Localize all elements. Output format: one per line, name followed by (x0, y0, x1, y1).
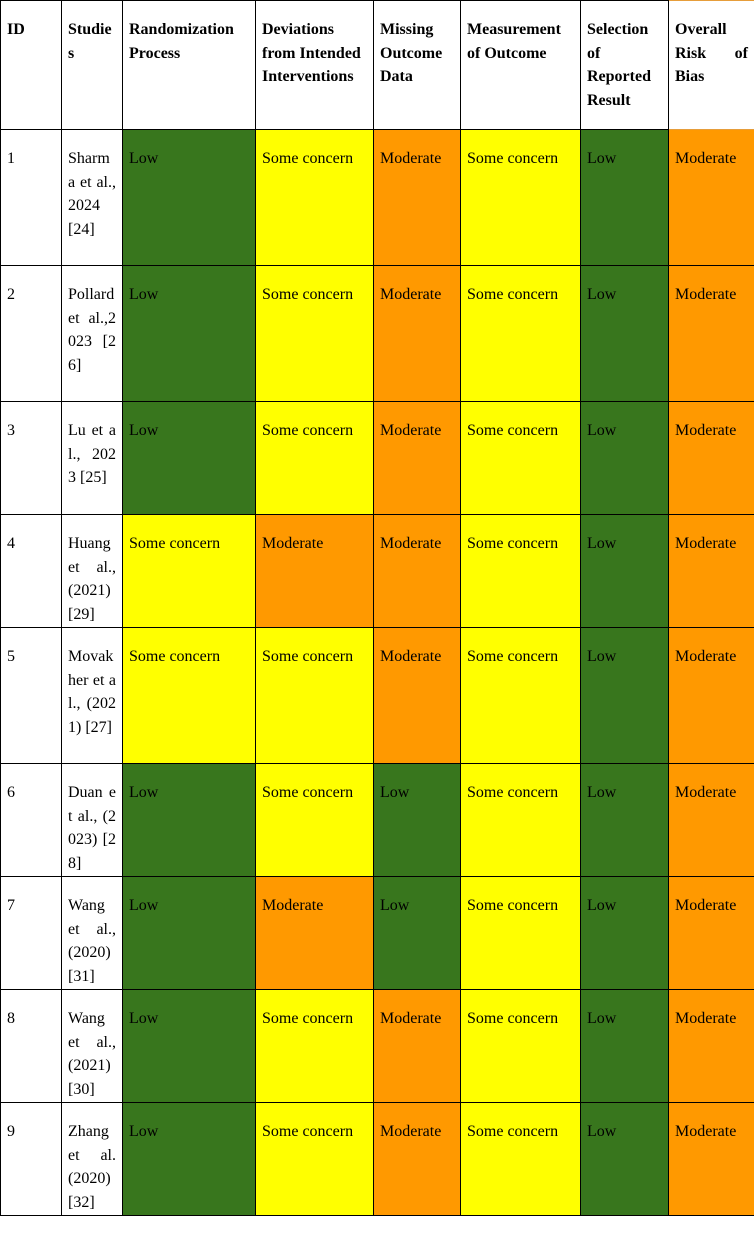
randomization-cell: Low (123, 764, 256, 877)
header-studies: Studies (62, 1, 123, 130)
study-cell: Movakher et al., (2021) [27] (62, 628, 123, 764)
overall-risk-cell: Moderate (669, 877, 754, 990)
id-cell: 3 (1, 402, 62, 515)
deviations-cell: Some concern (256, 764, 374, 877)
table-row (1, 877, 754, 990)
measurement-cell: Some concern (461, 266, 581, 402)
study-cell: Lu et al., 2023 [25] (62, 402, 123, 515)
table-row (1, 130, 754, 266)
header-randomization: Randomization Process (123, 1, 256, 130)
missing-outcome-cell: Moderate (374, 990, 461, 1103)
overall-risk-cell: Moderate (669, 628, 754, 764)
table-row (1, 515, 754, 628)
overall-risk-cell: Moderate (669, 764, 754, 877)
selection-cell: Low (581, 1103, 669, 1216)
selection-cell: Low (581, 877, 669, 990)
study-cell: Zhang et al. (2020) [32] (62, 1103, 123, 1216)
randomization-cell: Low (123, 266, 256, 402)
header-overall-risk: Overall Risk of Bias (669, 1, 754, 130)
deviations-cell: Some concern (256, 628, 374, 764)
measurement-cell: Some concern (461, 130, 581, 266)
measurement-cell: Some concern (461, 515, 581, 628)
missing-outcome-cell: Moderate (374, 266, 461, 402)
header-id: ID (1, 1, 62, 130)
measurement-cell: Some concern (461, 764, 581, 877)
randomization-cell: Low (123, 990, 256, 1103)
study-cell: Wang et al., (2020) [31] (62, 877, 123, 990)
selection-cell: Low (581, 402, 669, 515)
overall-risk-cell: Moderate (669, 990, 754, 1103)
missing-outcome-cell: Moderate (374, 628, 461, 764)
table-row (1, 764, 754, 877)
id-cell: 1 (1, 130, 62, 266)
missing-outcome-cell: Moderate (374, 402, 461, 515)
randomization-cell: Low (123, 877, 256, 990)
study-cell: Wang et al., (2021) [30] (62, 990, 123, 1103)
randomization-cell: Low (123, 130, 256, 266)
table-row (1, 402, 754, 515)
study-cell: Huang et al., (2021) [29] (62, 515, 123, 628)
table-row (1, 1103, 754, 1216)
deviations-cell: Some concern (256, 1103, 374, 1216)
randomization-cell: Some concern (123, 628, 256, 764)
deviations-cell: Some concern (256, 130, 374, 266)
header-measurement: Measurement of Outcome (461, 1, 581, 130)
header-deviations: Deviations from Intended Interventions (256, 1, 374, 130)
id-cell: 8 (1, 990, 62, 1103)
id-cell: 4 (1, 515, 62, 628)
selection-cell: Low (581, 628, 669, 764)
study-cell: Sharma et al., 2024 [24] (62, 130, 123, 266)
deviations-cell: Some concern (256, 990, 374, 1103)
table-row (1, 990, 754, 1103)
table-row (1, 628, 754, 764)
deviations-cell: Moderate (256, 515, 374, 628)
measurement-cell: Some concern (461, 990, 581, 1103)
deviations-cell: Moderate (256, 877, 374, 990)
overall-risk-cell: Moderate (669, 515, 754, 628)
randomization-cell: Some concern (123, 515, 256, 628)
overall-risk-cell: Moderate (669, 130, 754, 266)
header-selection: Selection of Reported Result (581, 1, 669, 130)
measurement-cell: Some concern (461, 877, 581, 990)
header-missing-outcome: Missing Outcome Data (374, 1, 461, 130)
id-cell: 5 (1, 628, 62, 764)
study-cell: Duan et al., (2023) [28] (62, 764, 123, 877)
missing-outcome-cell: Low (374, 877, 461, 990)
measurement-cell: Some concern (461, 402, 581, 515)
study-cell: Pollard et al.,2023 [26] (62, 266, 123, 402)
overall-risk-cell: Moderate (669, 1103, 754, 1216)
randomization-cell: Low (123, 1103, 256, 1216)
measurement-cell: Some concern (461, 1103, 581, 1216)
missing-outcome-cell: Moderate (374, 130, 461, 266)
missing-outcome-cell: Moderate (374, 515, 461, 628)
overall-risk-cell: Moderate (669, 402, 754, 515)
missing-outcome-cell: Moderate (374, 1103, 461, 1216)
selection-cell: Low (581, 990, 669, 1103)
selection-cell: Low (581, 764, 669, 877)
header-row (1, 1, 754, 130)
id-cell: 6 (1, 764, 62, 877)
table-row (1, 266, 754, 402)
id-cell: 2 (1, 266, 62, 402)
missing-outcome-cell: Low (374, 764, 461, 877)
randomization-cell: Low (123, 402, 256, 515)
deviations-cell: Some concern (256, 402, 374, 515)
selection-cell: Low (581, 515, 669, 628)
measurement-cell: Some concern (461, 628, 581, 764)
selection-cell: Low (581, 266, 669, 402)
id-cell: 7 (1, 877, 62, 990)
overall-risk-cell: Moderate (669, 266, 754, 402)
selection-cell: Low (581, 130, 669, 266)
deviations-cell: Some concern (256, 266, 374, 402)
id-cell: 9 (1, 1103, 62, 1216)
